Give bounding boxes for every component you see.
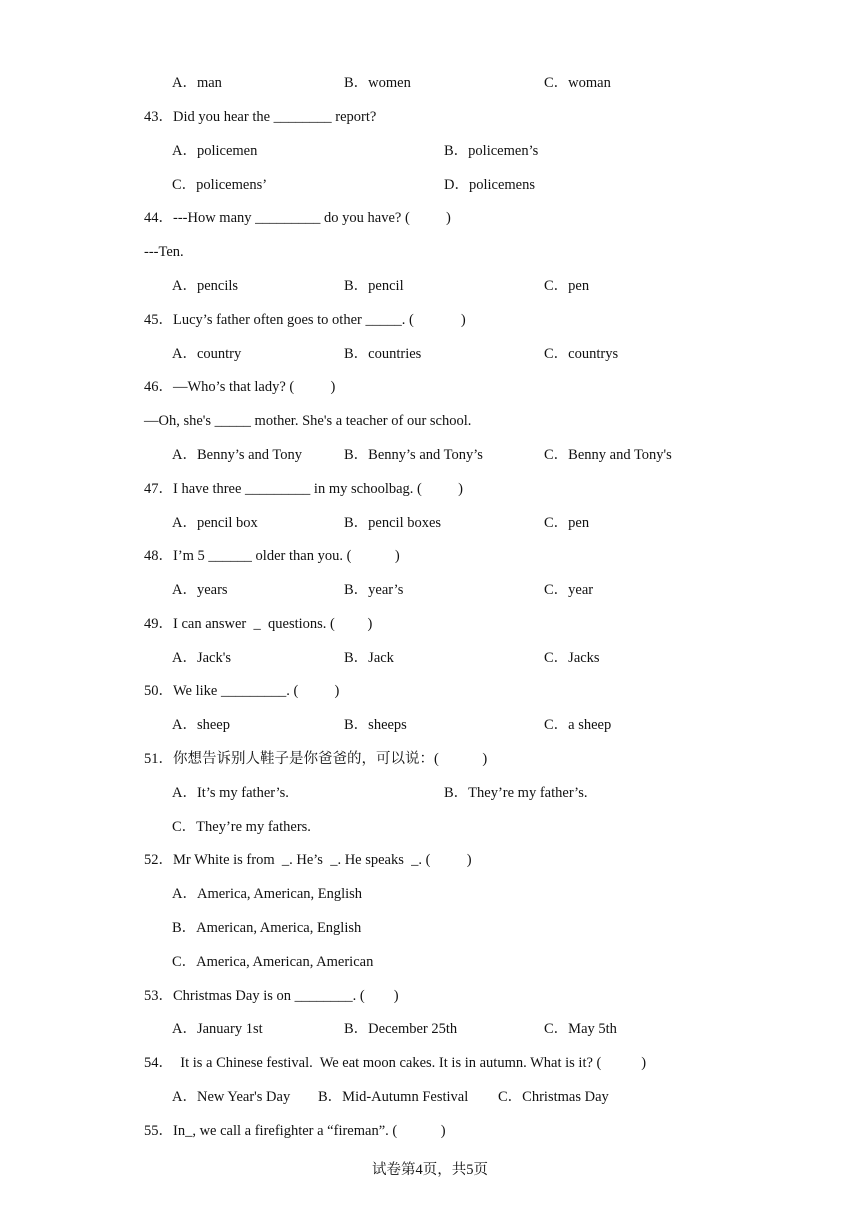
q51-option-b: B．They’re my father’s. [444,785,588,801]
q48-option-a: A．years [172,582,228,598]
q42-option-a: A．man [172,75,222,91]
q42-option-b: B．women [344,75,411,91]
q48-stem: 48．I’m 5 ______ older than you. ( ) [144,548,400,564]
q52-stem: 52．Mr White is from _. He’s _. He speaks _. ( ) [144,852,472,868]
q47-stem: 47．I have three _________ in my schoolbag. ( ) [144,481,463,497]
q54-option-b: B．Mid-Autumn Festival [318,1089,469,1105]
q50-stem: 50．We like _________. ( ) [144,683,340,699]
q50-option-a: A．sheep [172,717,230,733]
q44-answer-line: ---Ten. [144,244,184,260]
q44-option-c: C．pen [544,278,590,294]
q49-option-c: C．Jacks [544,650,600,666]
q53-stem: 53．Christmas Day is on ________. ( ) [144,988,399,1004]
q47-option-a: A．pencil box [172,515,258,531]
q46-option-a: A．Benny’s and Tony [172,447,303,463]
q50-option-c: C．a sheep [544,717,612,733]
q47-option-c: C．pen [544,515,590,531]
page-footer: 试卷第4页，共5页 [372,1162,488,1178]
q55-stem: 55．In_, we call a firefighter a “fireman”. ( ) [144,1123,446,1139]
q50-option-b: B．sheeps [344,717,407,733]
q42-option-c: C．woman [544,75,611,91]
q53-option-a: A．January 1st [172,1021,263,1037]
q43-option-b: B．policemen’s [444,143,539,159]
q52-option-b: B．American, America, English [172,920,362,936]
q47-option-b: B．pencil boxes [344,515,442,531]
q53-option-c: C．May 5th [544,1021,617,1037]
q44-option-b: B．pencil [344,278,404,294]
q48-option-b: B．year’s [344,582,404,598]
q45-option-a: A．country [172,346,242,362]
q45-option-c: C．countrys [544,346,619,362]
q43-option-a: A．policemen [172,143,258,159]
q46-stem: 46．—Who’s that lady? ( ) [144,379,336,395]
q45-stem: 45．Lucy’s father often goes to other _____. ( ) [144,312,466,328]
q43-stem: 43．Did you hear the ________ report? [144,109,377,125]
q51-stem: 51．你想告诉别人鞋子是你爸爸的，可以说：( ) [144,751,488,767]
q46-line2: —Oh, she's _____ mother. She's a teacher of our school. [144,413,472,429]
q48-option-c: C．year [544,582,594,598]
q44-option-a: A．pencils [172,278,239,294]
q49-option-a: A．Jack's [172,650,231,666]
q43-option-c: C．policemens’ [172,177,268,193]
q46-option-b: B．Benny’s and Tony’s [344,447,483,463]
q46-option-c: C．Benny and Tony's [544,447,672,463]
q49-stem: 49．I can answer _ questions. ( ) [144,616,373,632]
q53-option-b: B．December 25th [344,1021,458,1037]
q52-option-c: C．America, American, American [172,954,374,970]
q44-stem: 44．---How many _________ do you have? ( ) [144,210,451,226]
q54-option-c: C．Christmas Day [498,1089,609,1105]
q43-option-d: D．policemens [444,177,536,193]
q51-option-c: C．They’re my fathers. [172,819,311,835]
q52-option-a: A．America, American, English [172,886,363,902]
q45-option-b: B．countries [344,346,422,362]
q51-option-a: A．It’s my father’s. [172,785,289,801]
q54-option-a: A．New Year's Day [172,1089,291,1105]
q49-option-b: B．Jack [344,650,394,666]
q54-stem: 54． It is a Chinese festival. We eat moon cakes. It is in autumn. What is it? ( ) [144,1055,647,1071]
